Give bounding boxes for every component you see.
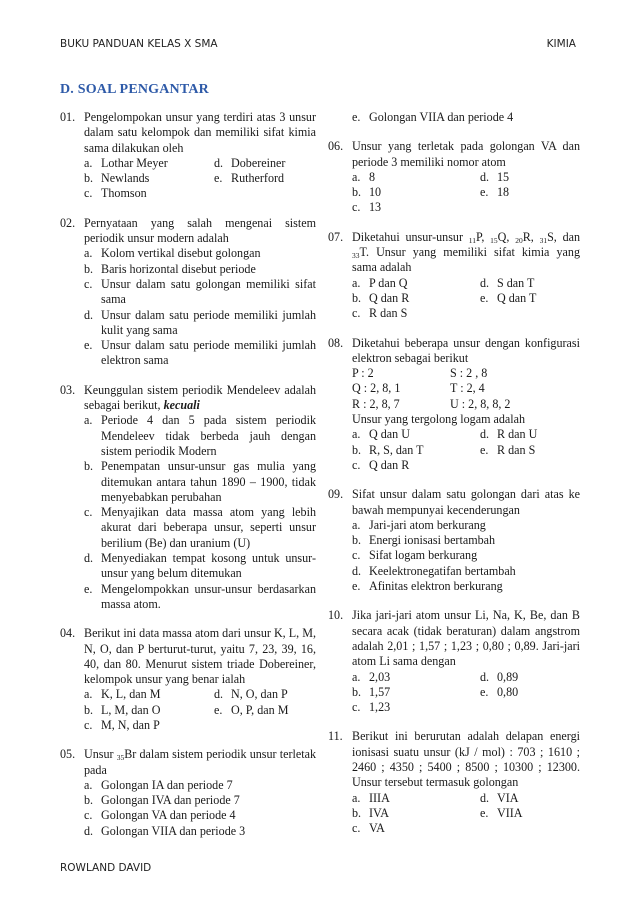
- option-c: c. Q dan R: [352, 457, 410, 472]
- option-a: a. 2,03: [352, 669, 391, 684]
- option-e: e. Mengelompokkan unsur-unsur berdasarkan massa atom.: [84, 581, 316, 611]
- option-d: d. Golongan VIIA dan periode 3: [84, 823, 246, 838]
- option-d: d. R dan U: [480, 427, 538, 442]
- question-stem: Berikut ini berurutan adalah delapan energi ionisasi suatu unsur (kJ / mol) : 703 ; 1610 ; 2460 ; 4350 ; 5400 ; 8500 ; 10300 ; 12300. Unsur tersebut termasuk golongan: [352, 729, 580, 790]
- question-06: [328, 139, 580, 215]
- question-stem: Diketahui beberapa unsur dengan konfigurasi elektron sebagai berikut: [352, 335, 580, 365]
- option-e: e. O, P, dan M: [214, 702, 289, 717]
- option-b: b. Newlands: [84, 171, 150, 186]
- question-10: [328, 608, 580, 715]
- config-r: R : 2, 8, 7: [352, 396, 400, 411]
- option-a: a. Golongan IA dan periode 7: [84, 777, 233, 792]
- option-e: e. 18: [480, 185, 510, 200]
- question-number: 07.: [328, 229, 344, 244]
- option-e: e. Rutherford: [214, 171, 285, 186]
- section-title: D. SOAL PENGANTAR: [60, 82, 209, 97]
- option-c: c. 1,23: [352, 700, 391, 715]
- option-e: e. Afinitas elektron berkurang: [352, 579, 503, 594]
- option-a: a. Kolom vertikal disebut golongan: [84, 246, 261, 261]
- config-p: P : 2: [352, 366, 374, 381]
- option-e: e. R dan S: [480, 442, 536, 457]
- option-c: c. Sifat logam berkurang: [352, 548, 478, 563]
- question-stem: Pengelompokan unsur yang terdiri atas 3 unsur dalam satu kelompok dan memiliki sifat kimia sama dilakukan oleh: [84, 110, 316, 155]
- question-stem-2: Unsur yang tergolong logam adalah: [352, 412, 526, 427]
- question-stem: Pernyataan yang salah mengenai sistem periodik unsur modern adalah: [84, 215, 316, 246]
- option-b: b. Baris horizontal disebut periode: [84, 261, 256, 276]
- question-04: [60, 626, 316, 733]
- emphasis-kecuali: kecuali: [163, 398, 200, 413]
- option-e: e. Golongan VIIA dan periode 4: [352, 110, 514, 124]
- option-e: e. Unsur dalam satu periode memiliki jumlah elektron sama: [84, 338, 316, 368]
- option-a: a. Lothar Meyer: [84, 155, 168, 170]
- question-03: [60, 383, 316, 612]
- option-c: c. 13: [352, 200, 382, 215]
- question-number: 01.: [60, 110, 76, 124]
- question-number: 03.: [60, 382, 76, 397]
- question-stem: Keunggulan sistem periodik Mendeleev adalah sebagai berikut, kecuali: [84, 382, 316, 413]
- question-07: [328, 230, 580, 322]
- option-c: c. Menyajikan data massa atom yang lebih akurat dari beberapa unsur, seperti unsur berilium (Be) dan uranium (U): [84, 505, 316, 550]
- option-a: a. P dan Q: [352, 275, 408, 290]
- option-b: b. IVA: [352, 805, 389, 820]
- option-d: d. 15: [480, 169, 510, 184]
- option-a: a. IIIA: [352, 790, 390, 805]
- question-stem: Jika jari-jari atom unsur Li, Na, K, Be, dan B secara acak (tidak beraturan) dalam angstrom adalah 2,01 ; 1,57 ; 1,23 ; 0,80 ; 0,89. Jari-jari atom Li sama dengan: [352, 608, 580, 669]
- question-number: 04.: [60, 626, 76, 641]
- question-number: 02.: [60, 215, 76, 230]
- question-05-continued: [328, 110, 580, 125]
- header-subject: KIMIA: [546, 38, 576, 50]
- option-d: d. Keelektronegatifan bertambah: [352, 563, 516, 578]
- config-s: S : 2 , 8: [450, 366, 488, 381]
- option-a: a. K, L, dan M: [84, 687, 161, 702]
- question-08: [328, 336, 580, 474]
- question-stem: Unsur yang terletak pada golongan VA dan periode 3 memiliki nomor atom: [352, 139, 580, 169]
- option-b: b. Q dan R: [352, 290, 410, 305]
- option-a: a. Periode 4 dan 5 pada sistem periodik Mendeleev tidak berbeda jauh dengan sistem periodik Modern: [84, 413, 316, 458]
- option-b: b. Energi ionisasi bertambah: [352, 533, 496, 548]
- question-11: [328, 729, 580, 836]
- question-stem: Sifat unsur dalam satu golongan dari atas ke bawah mempunyai kecenderungan: [352, 487, 580, 517]
- right-column: [328, 110, 580, 836]
- question-number: 10.: [328, 608, 344, 623]
- question-01: [60, 110, 316, 202]
- question-number: 05.: [60, 747, 76, 762]
- question-05: [60, 747, 316, 839]
- option-d: d. S dan T: [480, 275, 535, 290]
- option-b: b. R, S, dan T: [352, 442, 424, 457]
- option-d: d. N, O, dan P: [214, 687, 288, 702]
- option-e: e. VIIA: [480, 805, 523, 820]
- option-a: a. Jari-jari atom berkurang: [352, 517, 486, 532]
- option-d: d. Dobereiner: [214, 155, 286, 170]
- option-b: b. Golongan IVA dan periode 7: [84, 793, 240, 808]
- question-number: 11.: [328, 729, 343, 744]
- question-number: 09.: [328, 487, 344, 502]
- option-d: d. VIA: [480, 790, 519, 805]
- option-b: b. L, M, dan O: [84, 702, 161, 717]
- electron-configuration-table: [352, 366, 580, 412]
- option-c: c. M, N, dan P: [84, 717, 160, 732]
- question-02: [60, 216, 316, 369]
- option-a: a. Q dan U: [352, 427, 410, 442]
- question-number: 08.: [328, 335, 344, 350]
- option-e: e. Q dan T: [480, 290, 537, 305]
- option-d: d. Unsur dalam satu periode memiliki jumlah kulit yang sama: [84, 307, 316, 337]
- option-e: e. 0,80: [480, 684, 519, 699]
- option-c: c. Thomson: [84, 186, 147, 201]
- option-c: c. Unsur dalam satu golongan memiliki sifat sama: [84, 276, 316, 307]
- question-stem: Berikut ini data massa atom dari unsur K, L, M, N, O, dan P berturut-turut, yaitu 7, 23, 39, 16, 40, dan 80. Menurut sistem triade Dobereiner, kelompok unsur yang benar ialah: [84, 626, 316, 687]
- question-stem: Diketahui unsur-unsur $_{11}$P, $_{15}$Q, $_{20}$R, $_{31}$S, dan $_{33}$T. Unsur yang memiliki sifat kimia yang sama adalah: [352, 229, 581, 275]
- option-c: c. VA: [352, 821, 385, 836]
- option-c: c. Golongan VA dan periode 4: [84, 808, 236, 823]
- option-d: d. 0,89: [480, 669, 519, 684]
- question-number: 06.: [328, 139, 344, 154]
- option-c: c. R dan S: [352, 306, 408, 321]
- config-q: Q : 2, 8, 1: [352, 381, 401, 396]
- config-u: U : 2, 8, 8, 2: [450, 396, 511, 411]
- option-a: a. 8: [352, 169, 376, 184]
- question-stem: Unsur $_{35}$Br dalam sistem periodik unsur terletak pada: [84, 747, 316, 777]
- config-t: T : 2, 4: [450, 381, 485, 396]
- option-b: b. 10: [352, 185, 382, 200]
- option-b: b. Penempatan unsur-unsur gas mulia yang ditemukan antara tahun 1890 – 1900, tidak menyebabkan perubahan: [84, 459, 316, 504]
- header-book-title: BUKU PANDUAN KELAS X SMA: [60, 38, 218, 50]
- question-09: [328, 487, 580, 594]
- option-d: d. Menyediakan tempat kosong untuk unsur-unsur yang belum ditemukan: [84, 551, 316, 581]
- left-column: [60, 110, 316, 839]
- option-b: b. 1,57: [352, 684, 391, 699]
- footer-author: ROWLAND DAVID: [60, 862, 152, 874]
